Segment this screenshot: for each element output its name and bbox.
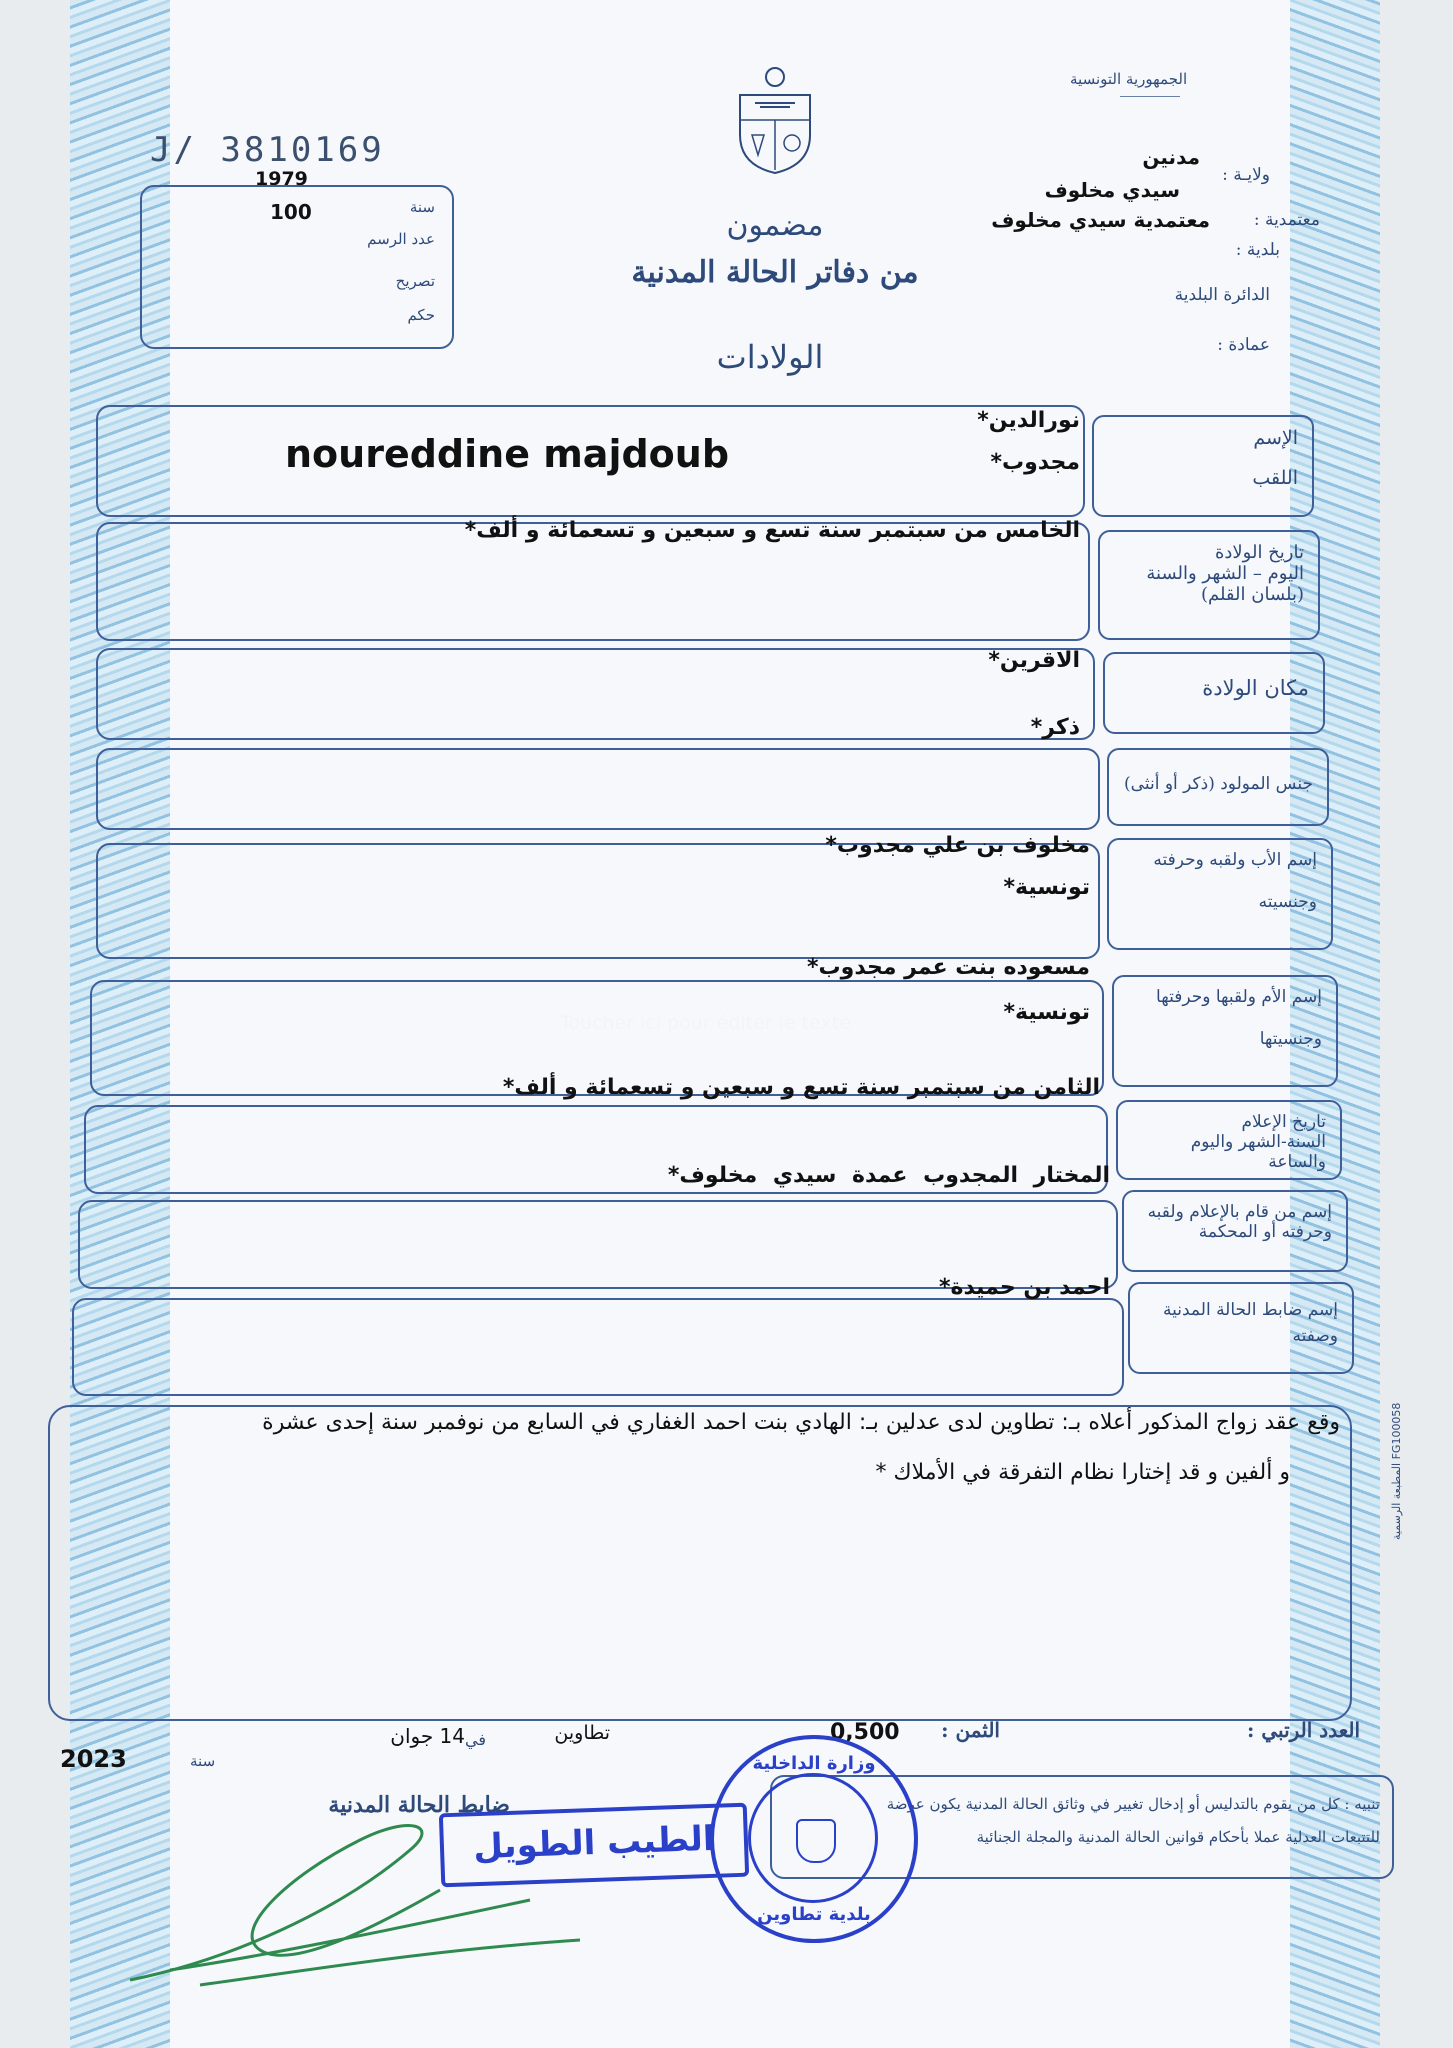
judgment-label: حكم xyxy=(407,306,435,324)
birth-date-value: الخامس من سبتمبر سنة تسع و سبعين و تسعمائة و ألف* xyxy=(464,518,1080,543)
date-value: 14 جوان xyxy=(390,1724,465,1748)
republic-label: الجمهورية التونسية xyxy=(1070,70,1188,88)
round-stamp xyxy=(710,1735,918,1943)
label-in-words: (بلسان القلم) xyxy=(1200,584,1304,605)
mootamadia-label: معتمدية : xyxy=(1253,210,1320,230)
title-madmoun: مضمون xyxy=(726,208,824,243)
label-mother-nationality: وجنسيتها xyxy=(1259,1029,1322,1049)
year-label: سنة xyxy=(409,198,435,216)
mother-label-box xyxy=(1112,975,1338,1087)
name-latin-overlay[interactable]: noureddine majdoub xyxy=(285,432,730,476)
daira-label: الدائرة البلدية xyxy=(1174,285,1270,305)
officer-signature-label: ضابط الحالة المدنية xyxy=(328,1792,510,1818)
mother-nationality-value: تونسية* xyxy=(1003,1000,1090,1025)
number-value: 100 xyxy=(270,200,312,224)
officer-name-stamp: الطيب الطويل xyxy=(439,1803,749,1888)
remarks-line-2: و ألفين و قد إختارا نظام التفرقة في الأملاك * xyxy=(875,1460,1290,1485)
label-declaration-date: تاريخ الإعلام xyxy=(1241,1112,1326,1132)
price-label: الثمن : xyxy=(941,1718,1000,1742)
divider xyxy=(1120,96,1180,97)
declaration-date-label-box xyxy=(1116,1100,1342,1180)
edit-hint-overlay[interactable]: Toucher ici pour éditer le texte xyxy=(560,1012,851,1034)
place-value: تطاوين xyxy=(554,1722,610,1744)
label-father-nationality: وجنسيته xyxy=(1258,892,1317,912)
declarant-label-box xyxy=(1122,1190,1348,1272)
remarks-box xyxy=(48,1405,1352,1721)
coat-of-arms-icon xyxy=(730,65,820,175)
officer-value: احمد بن حميدة* xyxy=(938,1275,1110,1300)
stamp-ministry: وزارة الداخلية xyxy=(752,1753,876,1774)
serial-rank-label: العدد الرتبي : xyxy=(1247,1718,1360,1742)
label-birth-date: تاريخ الولادة xyxy=(1214,542,1304,563)
name-label-box xyxy=(1092,415,1314,517)
mother-value: مسعوده بنت عمر مجدوب* xyxy=(807,955,1090,980)
remarks-line-1: وقع عقد زواج المذكور أعلاه بـ: تطاوين لدى عدلين بـ: الهادي بنت احمد الغفاري في السابع من نوفمبر سنة إحدى عشرة xyxy=(262,1410,1340,1435)
omada-label: عمادة : xyxy=(1217,335,1270,355)
stamp-emblem-icon xyxy=(796,1819,836,1863)
declaration-label: تصريح xyxy=(395,272,435,290)
gender-value: ذكر* xyxy=(1030,715,1080,740)
label-day-month-year: اليوم – الشهر والسنة xyxy=(1146,563,1304,584)
side-print: المطبعة الرسمية FG100058 xyxy=(1390,1402,1403,1540)
birth-date-label-box xyxy=(1098,530,1320,640)
birth-place-label-box xyxy=(1103,652,1325,734)
father-value-box xyxy=(96,843,1100,959)
baladia-value: معتمدية سيدي مخلوف xyxy=(991,208,1210,232)
label-mother: إسم الأم ولقبها وحرفتها xyxy=(1156,987,1322,1007)
label-birth-place: مكان الولادة xyxy=(1202,676,1309,700)
first-name-value: نورالدين* xyxy=(977,408,1080,433)
price-value: 0,500 xyxy=(830,1720,900,1745)
notice-line-2: للتتبعات العدلية عملا بأحكام قوانين الحالة المدنية والمجلة الجنائية xyxy=(976,1828,1380,1846)
label-declaration-time: السنة-الشهر واليوم والساعة xyxy=(1190,1132,1326,1172)
last-name-value: مجدوب* xyxy=(990,450,1080,475)
mootamadia-value: سيدي مخلوف xyxy=(1044,178,1180,202)
notice-line-1: تنبيه : كل من يقوم بالتدليس أو إدخال تغيير في وثائق الحالة المدنية يكون عرضة xyxy=(886,1795,1380,1813)
declarant-value: المختار المجدوب عمدة سيدي مخلوف* xyxy=(667,1163,1110,1188)
officer-value-box xyxy=(72,1298,1124,1396)
stamp-municipality: بلدية تطاوين xyxy=(757,1904,871,1925)
father-label-box xyxy=(1107,838,1333,950)
label-first-name: الإسم xyxy=(1253,427,1298,449)
gender-label-box xyxy=(1107,748,1329,826)
label-declarant: إسم من قام بالإعلام ولقبه xyxy=(1147,1202,1332,1222)
year-footer-value: 2023 xyxy=(60,1745,127,1773)
birth-place-value: الاقرين* xyxy=(988,648,1080,673)
year-value: 1979 xyxy=(255,168,308,190)
label-father: إسم الأب ولقبه وحرفته xyxy=(1153,850,1317,870)
title-births: الولادات xyxy=(716,338,824,376)
date-prefix: في xyxy=(465,1730,486,1749)
label-declarant-court: وحرفته أو المحكمة xyxy=(1198,1222,1332,1242)
father-nationality-value: تونسية* xyxy=(1003,875,1090,900)
baladia-label: بلدية : xyxy=(1235,240,1280,260)
label-officer-title: وصفته xyxy=(1292,1326,1338,1346)
signature-scribble xyxy=(110,1780,590,2000)
title-registers: من دفاتر الحالة المدنية xyxy=(631,255,919,290)
officer-label-box xyxy=(1128,1282,1354,1374)
wilaya-label: ولايـة : xyxy=(1222,165,1270,185)
wilaya-value: مدنين xyxy=(1142,145,1200,169)
father-value: مخلوف بن علي مجدوب* xyxy=(825,833,1090,858)
document-sheet xyxy=(60,0,1403,2048)
label-gender: جنس المولود (ذكر أو أنثى) xyxy=(1124,774,1313,794)
declaration-date-value: الثامن من سبتمبر سنة تسع و سبعين و تسعمائة و ألف* xyxy=(502,1075,1100,1100)
label-officer: إسم ضابط الحالة المدنية xyxy=(1163,1300,1338,1320)
fee-label: عدد الرسم xyxy=(367,230,435,248)
serial-number: J/ 3810169 xyxy=(150,130,385,170)
label-last-name: اللقب xyxy=(1252,467,1298,489)
year-footer-label: سنة xyxy=(190,1752,216,1770)
gender-value-box xyxy=(96,748,1100,830)
